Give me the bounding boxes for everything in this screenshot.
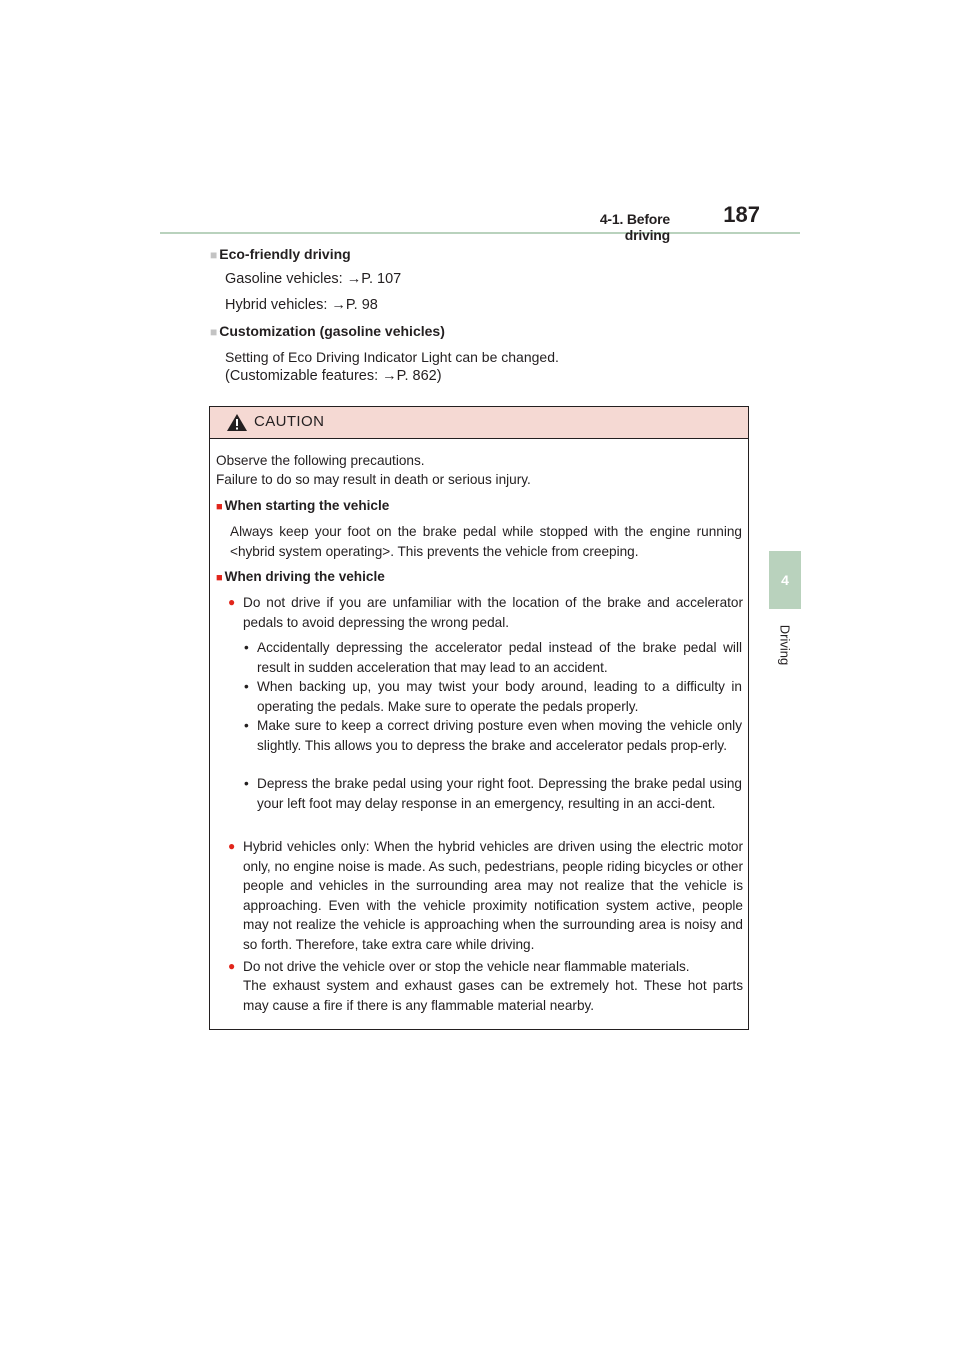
- warning-triangle-icon: [226, 413, 248, 432]
- square-bullet-icon: ■: [210, 248, 218, 262]
- bullet-wrong-pedal: Do not drive if you are unfamiliar with the location of the brake and accelerator pedals to avoid depressing the wrong pedal.: [243, 595, 743, 630]
- sub-bullet-right-foot: Depress the brake pedal using your right foot. Depressing the brake pedal using your left foot may delay response in an emergency, resulting in an acci-dent.: [257, 776, 742, 811]
- customization-text: Setting of Eco Driving Indicator Light can be changed.: [225, 349, 559, 365]
- caution-intro-line-1: Observe the following precautions.: [216, 453, 425, 468]
- caution-header: [210, 407, 748, 439]
- chapter-number: 4: [781, 572, 789, 588]
- header-section-title: 4-1. Before driving: [599, 211, 670, 243]
- square-bullet-icon: ■: [210, 325, 218, 339]
- page-number: 187: [723, 202, 760, 227]
- sub-bullet-icon: •: [244, 679, 249, 694]
- hybrid-ref: Hybrid vehicles: →P. 98: [225, 297, 378, 313]
- starting-text: Always keep your foot on the brake pedal while stopped with the engine running <hybrid system operating>. This prevents the vehicle from creeping.: [230, 524, 742, 559]
- caution-intro-line-2: Failure to do so may result in death or serious injury.: [216, 472, 531, 487]
- bullet-flammable: Do not drive the vehicle over or stop the vehicle near flammable materials.: [243, 959, 690, 974]
- customization-heading: ■ Customization (gasoline vehicles): [210, 323, 445, 339]
- chapter-label: Driving: [777, 624, 793, 666]
- sub-bullet-icon: •: [244, 718, 249, 733]
- bullet-flammable-detail: The exhaust system and exhaust gases can be extremely hot. These hot parts may cause a fire if there is any flammable material nearby.: [243, 978, 743, 1013]
- caution-title: CAUTION: [254, 413, 325, 430]
- bullet-hybrid-noise: Hybrid vehicles only: When the hybrid vehicles are driven using the electric motor only, no engine noise is made. As such, pedestrians, people riding bicycles or other people and vehicles in the surrounding area may not realize that the vehicle is approaching. Even with the vehicle proximity notification system active, people may not realize the vehicle is approaching when the surrounding area is noisy and so forth. Therefore, take extra care while driving.: [243, 839, 743, 952]
- eco-heading: ■ Eco-friendly driving: [210, 246, 351, 262]
- round-bullet-icon: ●: [228, 595, 236, 609]
- driving-heading: ■ When driving the vehicle: [216, 569, 385, 584]
- sub-bullet-icon: •: [244, 640, 249, 655]
- sub-bullet-accidental: Accidentally depressing the accelerator pedal instead of the brake pedal will result in sudden acceleration that may lead to an accident.: [257, 640, 742, 675]
- sub-bullet-backing-up: When backing up, you may twist your body around, leading to a difficulty in operating the pedals. Make sure to operate the pedals properly.: [257, 679, 742, 714]
- gasoline-ref: Gasoline vehicles: →P. 107: [225, 271, 402, 287]
- square-bullet-icon: ■: [216, 501, 223, 513]
- round-bullet-icon: ●: [228, 839, 236, 853]
- caution-box: [209, 406, 749, 1030]
- header-rule: [160, 232, 800, 234]
- sub-bullet-icon: •: [244, 776, 249, 791]
- square-bullet-icon: ■: [216, 572, 223, 584]
- customization-ref: (Customizable features: →P. 862): [225, 368, 442, 384]
- starting-heading: ■ When starting the vehicle: [216, 498, 390, 513]
- round-bullet-icon: ●: [228, 959, 236, 973]
- sub-bullet-posture: Make sure to keep a correct driving posture even when moving the vehicle only slightly. This allows you to depress the brake and accelerator pedals prop-erly.: [257, 718, 742, 753]
